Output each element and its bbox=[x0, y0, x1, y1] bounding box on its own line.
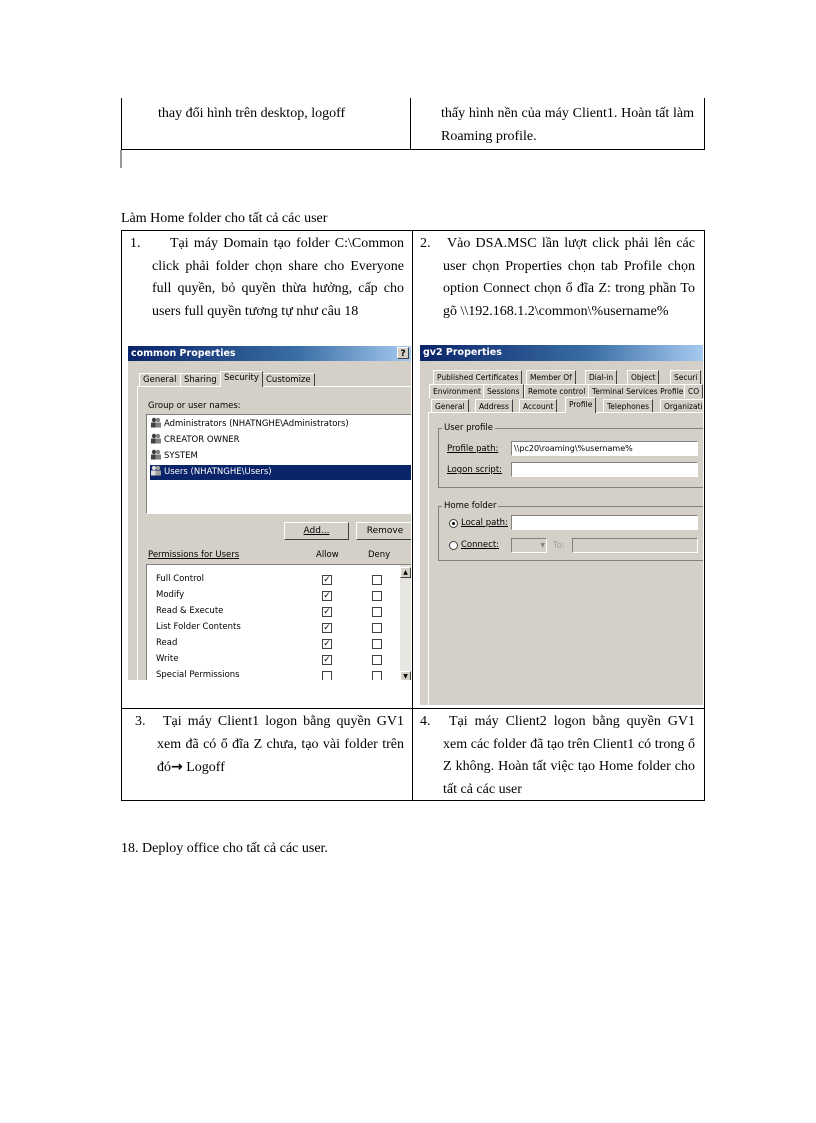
permission-name: Full Control bbox=[156, 574, 204, 584]
permission-row bbox=[147, 653, 397, 667]
allow-checkbox[interactable]: ✓ bbox=[323, 623, 331, 633]
tab-com[interactable]: CO bbox=[684, 384, 703, 398]
cell4-number: 4. bbox=[420, 714, 431, 729]
tab-customize[interactable]: Customize bbox=[262, 373, 315, 387]
permission-name: Modify bbox=[156, 590, 185, 600]
profile-path-label: Profile path: bbox=[447, 444, 499, 454]
main-table-top-border bbox=[121, 230, 705, 231]
tab-sharing[interactable]: Sharing bbox=[180, 373, 221, 387]
deny-checkbox[interactable] bbox=[372, 623, 382, 633]
local-path-radio[interactable] bbox=[449, 519, 458, 528]
tab-terminal-services-profile[interactable]: Terminal Services Profile bbox=[588, 384, 687, 398]
user-group-icon bbox=[150, 449, 162, 460]
user-item-administrators[interactable] bbox=[150, 417, 411, 432]
user-listbox[interactable] bbox=[146, 414, 411, 514]
cell3-tail: Logoff bbox=[182, 760, 225, 775]
permission-name: Special Permissions bbox=[156, 670, 240, 680]
dialog-title: gv2 Properties bbox=[423, 347, 502, 358]
arrow-icon: → bbox=[171, 759, 183, 775]
top-table-right-text: thấy hình nền của máy Client1. Hoàn tất làm Roaming profile. bbox=[441, 106, 694, 144]
main-table-mid-border bbox=[412, 230, 413, 801]
cell3-number: 3. bbox=[135, 714, 146, 729]
top-table-mid-border bbox=[410, 98, 411, 150]
allow-checkbox[interactable]: ✓ bbox=[323, 639, 331, 649]
permission-row bbox=[147, 573, 397, 587]
tab-security[interactable]: Securi bbox=[670, 370, 701, 384]
tab-telephones[interactable]: Telephones bbox=[603, 399, 653, 413]
top-table-bottom-border bbox=[121, 149, 705, 150]
group-label: Group or user names: bbox=[148, 401, 241, 411]
permission-row bbox=[147, 669, 397, 680]
permission-name: Read & Execute bbox=[156, 606, 224, 616]
user-item-users[interactable] bbox=[150, 465, 411, 480]
allow-checkbox[interactable]: ✓ bbox=[323, 607, 331, 617]
permission-name: Write bbox=[156, 654, 179, 664]
permission-row bbox=[147, 621, 397, 635]
to-label: To: bbox=[553, 541, 565, 551]
cell1-text: Tại máy Domain tạo folder C:\Common click phải folder chọn share cho Everyone full quyền, bỏ quyền thừa hưởng, cấp cho users full quyền tương tự như câu 18 bbox=[152, 236, 404, 319]
tab-organization[interactable]: Organizati bbox=[660, 399, 703, 413]
tab-sessions[interactable]: Sessions bbox=[483, 384, 524, 398]
tab-address[interactable]: Address bbox=[475, 399, 513, 413]
tab-object[interactable]: Object bbox=[627, 370, 659, 384]
logon-script-label: Logon script: bbox=[447, 465, 503, 475]
dialog-titlebar[interactable] bbox=[420, 345, 703, 361]
top-table-left-border bbox=[121, 98, 122, 150]
common-properties-dialog bbox=[128, 346, 411, 680]
tab-member-of[interactable]: Member Of bbox=[526, 370, 576, 384]
tab-environment[interactable]: Environment bbox=[429, 384, 485, 398]
allow-column-label: Allow bbox=[316, 550, 339, 560]
permission-row bbox=[147, 637, 397, 651]
section-title: Làm Home folder cho tất cả các user bbox=[121, 211, 328, 226]
connect-radio[interactable] bbox=[449, 541, 458, 550]
user-profile-group bbox=[438, 428, 703, 488]
permission-row bbox=[147, 605, 397, 619]
user-group-icon bbox=[150, 417, 162, 428]
tab-dial-in[interactable]: Dial-in bbox=[585, 370, 617, 384]
connect-label: Connect: bbox=[461, 540, 500, 550]
tab-profile[interactable]: Profile bbox=[565, 397, 596, 413]
deny-checkbox[interactable] bbox=[372, 607, 382, 617]
tab-general[interactable]: General bbox=[139, 373, 181, 387]
user-label: CREATOR OWNER bbox=[164, 435, 240, 445]
help-icon[interactable]: ? bbox=[397, 347, 409, 359]
home-folder-label: Home folder bbox=[444, 501, 497, 511]
deny-checkbox[interactable] bbox=[372, 671, 382, 680]
deny-checkbox[interactable] bbox=[372, 655, 382, 665]
user-profile-label: User profile bbox=[444, 423, 493, 433]
main-table-row-border bbox=[121, 708, 705, 709]
permissions-label: Permissions for Users bbox=[148, 550, 240, 560]
profile-path-input[interactable]: \\pc20\roaming\%username% bbox=[511, 441, 698, 456]
tab-remote-control[interactable]: Remote control bbox=[524, 384, 589, 398]
add-button[interactable] bbox=[284, 522, 349, 540]
cell4-text: Tại máy Client2 logon bằng quyền GV1 xem các folder đã tạo trên Client1 có trong ổ Z không. Hoàn tất việc tạo Home folder cho tất cả các user bbox=[443, 714, 695, 797]
main-table-left-border bbox=[121, 230, 122, 801]
user-group-icon bbox=[150, 465, 162, 476]
remove-button[interactable] bbox=[356, 522, 411, 540]
scroll-up-button[interactable]: ▲ bbox=[400, 567, 411, 578]
permissions-listbox[interactable] bbox=[146, 564, 411, 680]
top-table-left-text: thay đổi hình trên desktop, logoff bbox=[158, 106, 346, 121]
cell1-number: 1. bbox=[130, 236, 141, 251]
tab-account[interactable]: Account bbox=[519, 399, 557, 413]
remove-button-label: Remove bbox=[366, 526, 404, 536]
footer-text: 18. Deploy office cho tất cả các user. bbox=[121, 841, 328, 856]
user-label: Administrators (NHATNGHE\Administrators) bbox=[164, 419, 349, 429]
local-path-label: Local path: bbox=[461, 518, 508, 528]
deny-column-label: Deny bbox=[368, 550, 391, 560]
deny-checkbox[interactable] bbox=[372, 575, 382, 585]
scroll-down-button[interactable]: ▼ bbox=[400, 671, 411, 680]
user-item-system[interactable] bbox=[150, 449, 411, 464]
deny-checkbox[interactable] bbox=[372, 639, 382, 649]
permission-row bbox=[147, 589, 397, 603]
permission-name: Read bbox=[156, 638, 178, 648]
gv2-properties-dialog bbox=[420, 345, 703, 705]
allow-checkbox[interactable]: ✓ bbox=[323, 591, 331, 601]
cell3-text: Tại máy Client1 logon bằng quyền GV1 xem đã có ổ đĩa Z chưa, tạo vài folder trên đó bbox=[157, 714, 404, 775]
dialog-titlebar[interactable] bbox=[128, 346, 411, 361]
cell3-text-block bbox=[157, 711, 404, 780]
permission-name: List Folder Contents bbox=[156, 622, 241, 632]
user-item-creator-owner[interactable] bbox=[150, 433, 411, 448]
top-table-right-border bbox=[704, 98, 705, 150]
deny-checkbox[interactable] bbox=[372, 591, 382, 601]
tab-security[interactable]: Security bbox=[220, 371, 263, 387]
tab-published-certificates[interactable]: Published Certificates bbox=[433, 370, 522, 384]
user-group-icon bbox=[150, 433, 162, 444]
allow-checkbox[interactable]: ✓ bbox=[323, 655, 331, 665]
allow-checkbox[interactable] bbox=[322, 671, 332, 680]
main-table-right-border bbox=[704, 230, 705, 801]
chevron-down-icon: ▼ bbox=[540, 542, 545, 549]
user-label: SYSTEM bbox=[164, 451, 198, 461]
local-path-input[interactable] bbox=[511, 515, 698, 530]
tab-general[interactable]: General bbox=[431, 399, 469, 413]
dialog-title: common Properties bbox=[131, 348, 236, 359]
drive-letter-select[interactable] bbox=[511, 538, 547, 553]
cell2-number: 2. bbox=[420, 236, 431, 251]
connect-to-input[interactable] bbox=[572, 538, 698, 553]
page-stub-mark bbox=[120, 150, 122, 168]
logon-script-input[interactable] bbox=[511, 462, 698, 477]
user-label: Users (NHATNGHE\Users) bbox=[164, 467, 272, 477]
add-button-label: Add... bbox=[303, 526, 330, 536]
allow-checkbox[interactable]: ✓ bbox=[323, 575, 331, 585]
permissions-scrollbar[interactable] bbox=[400, 565, 411, 680]
cell2-text: Vào DSA.MSC lần lượt click phải lên các user chọn Properties chọn tab Profile chọn option Connect chọn ổ đĩa Z: trong phần To gõ \\192.168.1.2\common\%username% bbox=[443, 236, 695, 319]
